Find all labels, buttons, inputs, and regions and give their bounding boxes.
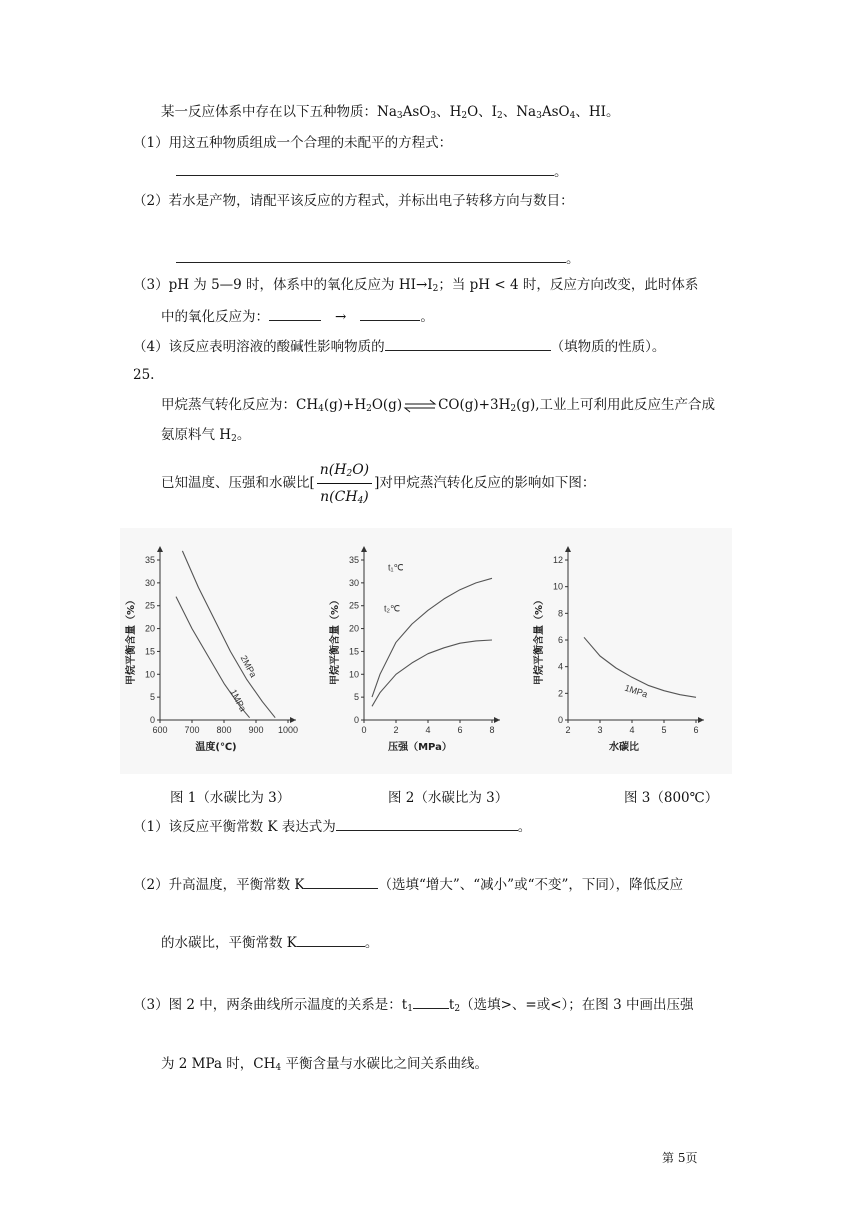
y-tick-label: 5 (353, 692, 359, 703)
sub-question-2-line-1 (133, 874, 683, 895)
question-1: （1）用这五种物质组成一个合理的未配平的方程式： (133, 135, 453, 151)
s1-lead: （1）该反应平衡常数 K 表达式为 (133, 819, 336, 835)
x-tick-label: 6 (457, 725, 463, 735)
question-4 (133, 336, 665, 357)
answer-line-2: 。 (176, 248, 580, 269)
answer-blank[interactable] (336, 816, 518, 831)
y-tick-label: 2 (557, 688, 563, 699)
y-tick-label: 12 (552, 555, 563, 565)
y-tick-label: 10 (144, 669, 155, 680)
problem-number: 25. (133, 367, 155, 383)
x-tick-label: 900 (248, 725, 264, 735)
y-tick-label: 8 (557, 608, 563, 619)
s2-line2-tail: 。 (364, 935, 379, 951)
y-tick-label: 30 (348, 577, 359, 588)
y-tick-label: 25 (144, 600, 155, 611)
y-axis-label: 甲烷平衡含量（%） (330, 594, 341, 686)
fraction-numerator: $n(H_2O)$ (317, 458, 372, 484)
answer-line-1: 。 (176, 161, 568, 182)
series-label: 2MPa (238, 653, 259, 680)
s3-mid: $t_2$（选填>、=或<）；在图 3 中画出压强 (448, 997, 694, 1014)
x-tick-label: 600 (152, 725, 168, 735)
y-tick-label: 20 (348, 623, 359, 634)
x-tick-label: 0 (361, 725, 367, 735)
series-label: 1MPa (228, 687, 249, 714)
q4-tail: （填物质的性质）。 (550, 339, 666, 355)
x-tick-label: 4 (425, 725, 431, 735)
y-axis-arrow-icon (157, 546, 163, 552)
species-list: $Na_3AsO_3$、$H_2O$、$I_2$、$Na_3AsO_4$、HI。 (377, 104, 620, 121)
answer-blank[interactable] (176, 248, 566, 263)
y-tick-label: 35 (144, 555, 155, 565)
question-3-line-2: 中的氧化反应为： → 。 (161, 306, 434, 327)
answer-blank[interactable] (413, 994, 449, 1009)
p25-line-2: 氨原料气 $H_2$。 (161, 427, 251, 444)
y-axis-arrow-icon (565, 546, 571, 552)
y-tick-label: 15 (348, 646, 359, 657)
q3-lead: 中的氧化反应为： (161, 309, 269, 325)
x-tick-label: 8 (489, 725, 495, 735)
y-tick-label: 25 (348, 600, 359, 611)
caption-figure-2: 图 2（水碳比为 3） (388, 790, 509, 806)
x-tick-label: 4 (629, 725, 635, 735)
intro-line (161, 102, 619, 122)
p25-line3-tail: ]对甲烷蒸汽转化反应的影响如下图： (374, 475, 596, 491)
series-line (372, 578, 492, 697)
s2-tail: （选填“增大”、“减小”或“不变”，下同），降低反应 (378, 877, 684, 893)
x-tick-label: 5 (661, 725, 667, 735)
intro-lead: 某一反应体系中存在以下五种物质： (161, 104, 377, 120)
answer-blank[interactable] (304, 874, 378, 889)
x-axis-arrow-icon (290, 717, 296, 723)
y-tick-label: 4 (557, 661, 563, 672)
y-axis-arrow-icon (361, 546, 367, 552)
y-tick-label: 35 (348, 555, 359, 565)
p25-line3-lead: 已知温度、压强和水碳比[ (161, 475, 315, 491)
y-tick-label: 0 (557, 715, 563, 725)
sub-question-3-line-1 (133, 994, 693, 1015)
y-tick-label: 10 (552, 581, 563, 592)
series-label: 1MPa (623, 682, 649, 700)
sub-question-1 (133, 816, 531, 837)
p25-line-3 (161, 458, 595, 509)
q4-lead: （4）该反应表明溶液的酸碱性影响物质的 (133, 339, 385, 355)
x-axis-label: 压强（MPa） (388, 742, 452, 753)
chart-figure-1 (120, 528, 324, 774)
caption-figure-3: 图 3（800℃） (624, 790, 719, 806)
y-tick-label: 0 (149, 715, 155, 725)
caption-figure-1: 图 1（水碳比为 3） (170, 790, 291, 806)
s2-line2-lead: 的水碳比，平衡常数 K (161, 935, 297, 951)
x-tick-label: 3 (597, 725, 603, 735)
question-3-line-1: （3）pH 为 5—9 时，体系中的氧化反应为 $HI\to I_2$；当 pH < 4 时，反应方向改变，此时体系 (133, 277, 699, 294)
y-tick-label: 20 (144, 623, 155, 634)
x-axis-arrow-icon (494, 717, 500, 723)
y-axis-label: 甲烷平衡含量（%） (534, 594, 545, 686)
y-axis-label: 甲烷平衡含量（%） (126, 594, 137, 686)
fraction-denominator: $n(CH_4)$ (320, 489, 369, 506)
x-tick-label: 6 (693, 725, 699, 735)
s2-lead: （2）升高温度，平衡常数 K (133, 877, 305, 893)
y-tick-label: 15 (144, 646, 155, 657)
x-axis-label: 温度(℃) (195, 742, 237, 753)
y-tick-label: 0 (353, 715, 359, 725)
series-label: t₁℃ (388, 562, 404, 573)
reaction-reactants: 甲烷蒸气转化反应为：$CH_4(g)+H_2O(g)$ (161, 397, 403, 414)
water-carbon-ratio-fraction (317, 458, 372, 509)
chart-figure-2 (324, 528, 528, 774)
answer-blank[interactable] (385, 336, 551, 351)
x-tick-label: 2 (565, 725, 571, 735)
p25-line-1 (161, 395, 715, 415)
x-axis-label: 水碳比 (609, 742, 639, 753)
page-number: 第 5页 (662, 1151, 698, 1165)
reaction-products: $CO(g)+3H_2(g)$,工业上可利用此反应生产合成 (438, 397, 716, 414)
answer-blank[interactable] (297, 932, 365, 947)
chart-figure-3 (528, 528, 732, 774)
y-tick-label: 10 (348, 669, 359, 680)
question-2: （2）若水是产物，请配平该反应的方程式，并标出电子转移方向与数目： (133, 193, 574, 209)
x-tick-label: 1000 (277, 725, 299, 735)
s1-tail: 。 (517, 819, 532, 835)
x-tick-label: 2 (393, 725, 399, 735)
sub-question-3-line-2: 为 2 MPa 时，$CH_4$ 平衡含量与水碳比之间关系曲线。 (161, 1056, 488, 1073)
x-tick-label: 800 (216, 725, 232, 735)
x-tick-label: 700 (184, 725, 200, 735)
s3-lead: （3）图 2 中，两条曲线所示温度的关系是：$t_1$ (133, 997, 413, 1014)
sub-question-2-line-2 (161, 932, 378, 953)
y-tick-label: 30 (144, 577, 155, 588)
reaction-arrow: → (335, 309, 347, 325)
equilibrium-arrow-icon (403, 399, 437, 413)
charts-panel (120, 528, 732, 774)
series-line (372, 640, 492, 706)
answer-blank[interactable] (269, 306, 321, 321)
answer-blank[interactable] (176, 161, 554, 176)
x-axis-arrow-icon (698, 717, 704, 723)
answer-blank[interactable] (360, 306, 420, 321)
y-tick-label: 6 (557, 635, 563, 645)
series-label: t₂℃ (384, 603, 401, 614)
y-tick-label: 5 (149, 692, 155, 703)
